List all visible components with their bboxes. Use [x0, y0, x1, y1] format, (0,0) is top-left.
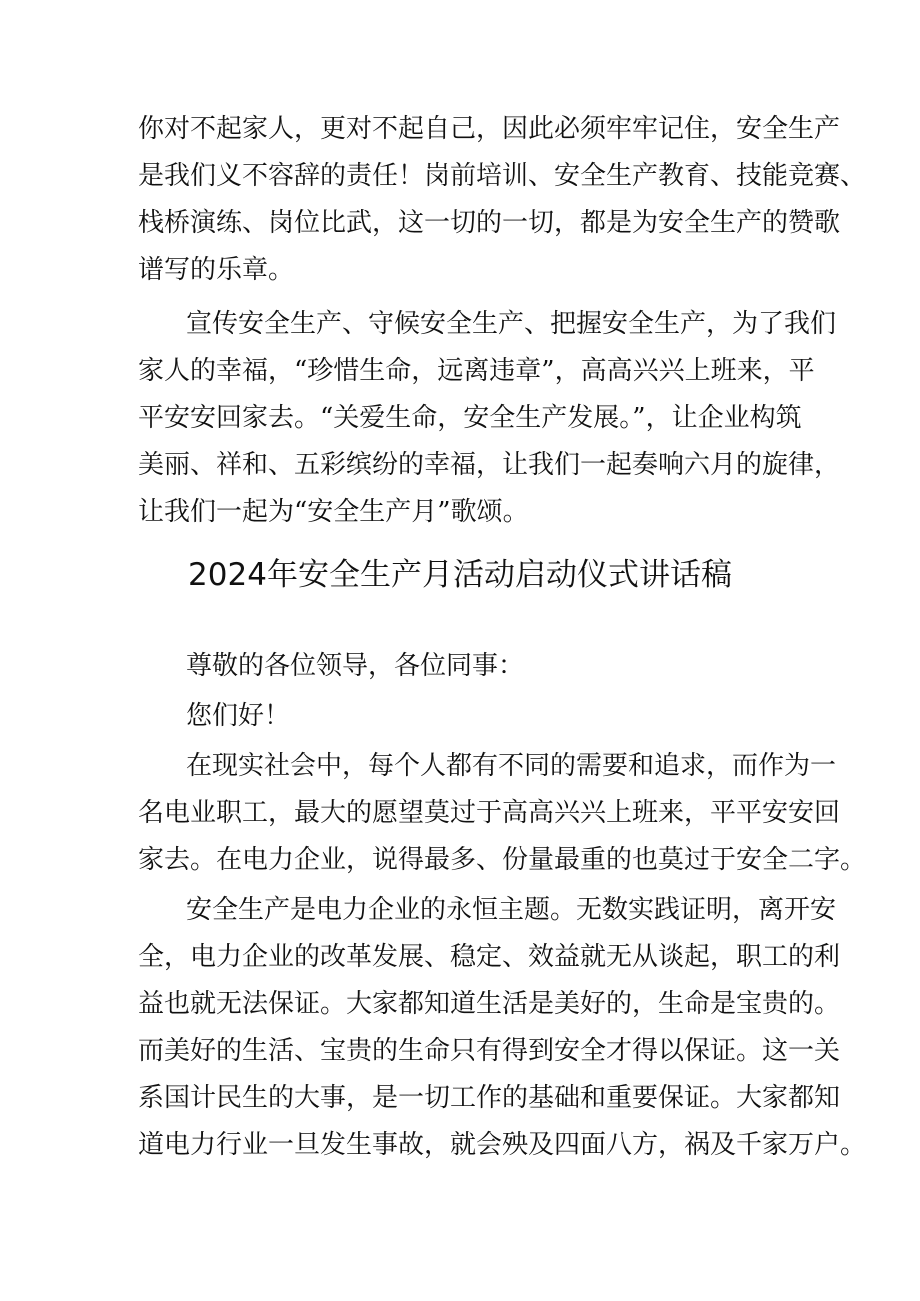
speech-title: 2024年安全生产月活动启动仪式讲话稿: [188, 557, 732, 593]
paragraph-3-line-2: 名电业职工，最大的愿望莫过于高高兴兴上班来，平平安安回: [138, 798, 841, 828]
paragraph-4-line-3: 益也就无法保证。大家都知道生活是美好的，生命是宝贵的。: [138, 989, 841, 1019]
paragraph-4-line-5: 系国计民生的大事，是一切工作的基础和重要保证。大家都知: [138, 1083, 841, 1113]
paragraph-1-line-3: 栈桥演练、岗位比武，这一切的一切，都是为安全生产的赞歌: [138, 208, 841, 238]
salutation: 尊敬的各位领导，各位同事：: [186, 651, 525, 681]
paragraph-2-line-1: 宣传安全生产、守候安全生产、把握安全生产，为了我们: [186, 309, 837, 339]
paragraph-2-line-4: 美丽、祥和、五彩缤纷的幸福，让我们一起奏响六月的旋律，: [138, 450, 841, 480]
paragraph-4-line-4: 而美好的生活、宝贵的生命只有得到安全才得以保证。这一关: [138, 1036, 841, 1066]
paragraph-2-line-5: 让我们一起为“安全生产月”歌颂。: [138, 497, 529, 527]
paragraph-1-line-1: 你对不起家人，更对不起自己，因此必须牢牢记住，安全生产: [138, 114, 841, 144]
paragraph-4-line-6: 道电力行业一旦发生事故，就会殃及四面八方，祸及千家万户。: [138, 1130, 867, 1160]
paragraph-4-line-1: 安全生产是电力企业的永恒主题。无数实践证明，离开安: [186, 895, 837, 925]
greeting: 您们好！: [186, 701, 291, 731]
paragraph-2-line-2: 家人的幸福，“珍惜生命，远离违章”，高高兴兴上班来，平: [138, 356, 815, 386]
paragraph-1-line-2: 是我们义不容辞的责任！岗前培训、安全生产教育、技能竞赛、: [138, 161, 867, 191]
paragraph-1-line-4: 谱写的乐章。: [138, 255, 295, 285]
paragraph-2-line-3: 平安安回家去。“关爱生命，安全生产发展。”，让企业构筑: [138, 403, 802, 433]
paragraph-3-line-1: 在现实社会中，每个人都有不同的需要和追求，而作为一: [186, 751, 837, 781]
paragraph-3-line-3: 家去。在电力企业，说得最多、份量最重的也莫过于安全二字。: [138, 845, 867, 875]
paragraph-4-line-2: 全，电力企业的改革发展、稳定、效益就无从谈起，职工的利: [138, 942, 841, 972]
